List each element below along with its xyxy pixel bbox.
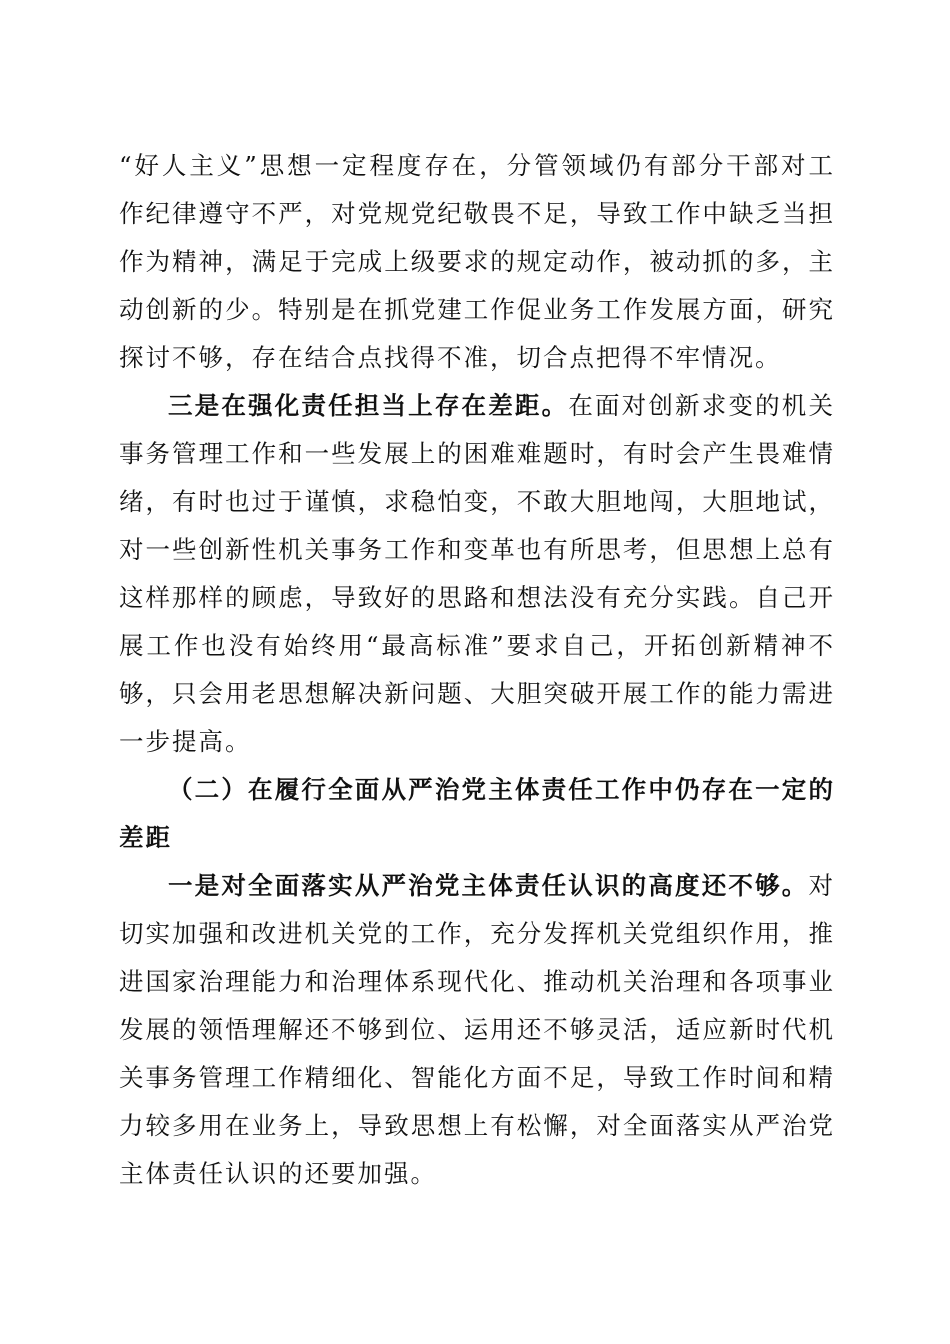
- document-body: [119, 142, 835, 1198]
- paragraph-lead: 三是在强化责任担当上存在差距。: [168, 391, 569, 420]
- paragraph-text: 在面对创新求变的机关事务管理工作和一些发展上的困难难题时，有时会产生畏难情绪，有时也过于谨慎，求稳怕变，不敢大胆地闯，大胆地试，对一些创新性机关事务工作和变革也有所思考，但思想上总有这样那样的顾虑，导致好的思路和想法没有充分实践。自己开展工作也没有始终用“最高标准”要求自己，开拓创新精神不够，只会用老思想解决新问题、大胆突破开展工作的能力需进一步提高。: [119, 391, 835, 756]
- paragraph-text: “好人主义”思想一定程度存在，分管领域仍有部分干部对工作纪律遵守不严，对党规党纪敬畏不足，导致工作中缺乏当担作为精神，满足于完成上级要求的规定动作，被动抓的多，主动创新的少。特别是在抓党建工作促业务工作发展方面，研究探讨不够，存在结合点找得不准，切合点把得不牢情况。: [119, 151, 835, 372]
- paragraph-text: 对切实加强和改进机关党的工作，充分发挥机关党组织作用，推进国家治理能力和治理体系现代化、推动机关治理和各项事业发展的领悟理解还不够到位、运用还不够灵活，适应新时代机关事务管理工作精细化、智能化方面不足，导致工作时间和精力较多用在业务上，导致思想上有松懈，对全面落实从严治党主体责任认识的还要加强。: [119, 871, 835, 1188]
- paragraph-item-one: [119, 862, 835, 1198]
- paragraph-item-three: [119, 382, 835, 766]
- paragraph-lead: 一是对全面落实从严治党主体责任认识的高度还不够。: [168, 871, 809, 900]
- paragraph-continuation: [119, 142, 835, 382]
- section-heading: （二）在履行全面从严治党主体责任工作中仍存在一定的差距: [119, 775, 835, 852]
